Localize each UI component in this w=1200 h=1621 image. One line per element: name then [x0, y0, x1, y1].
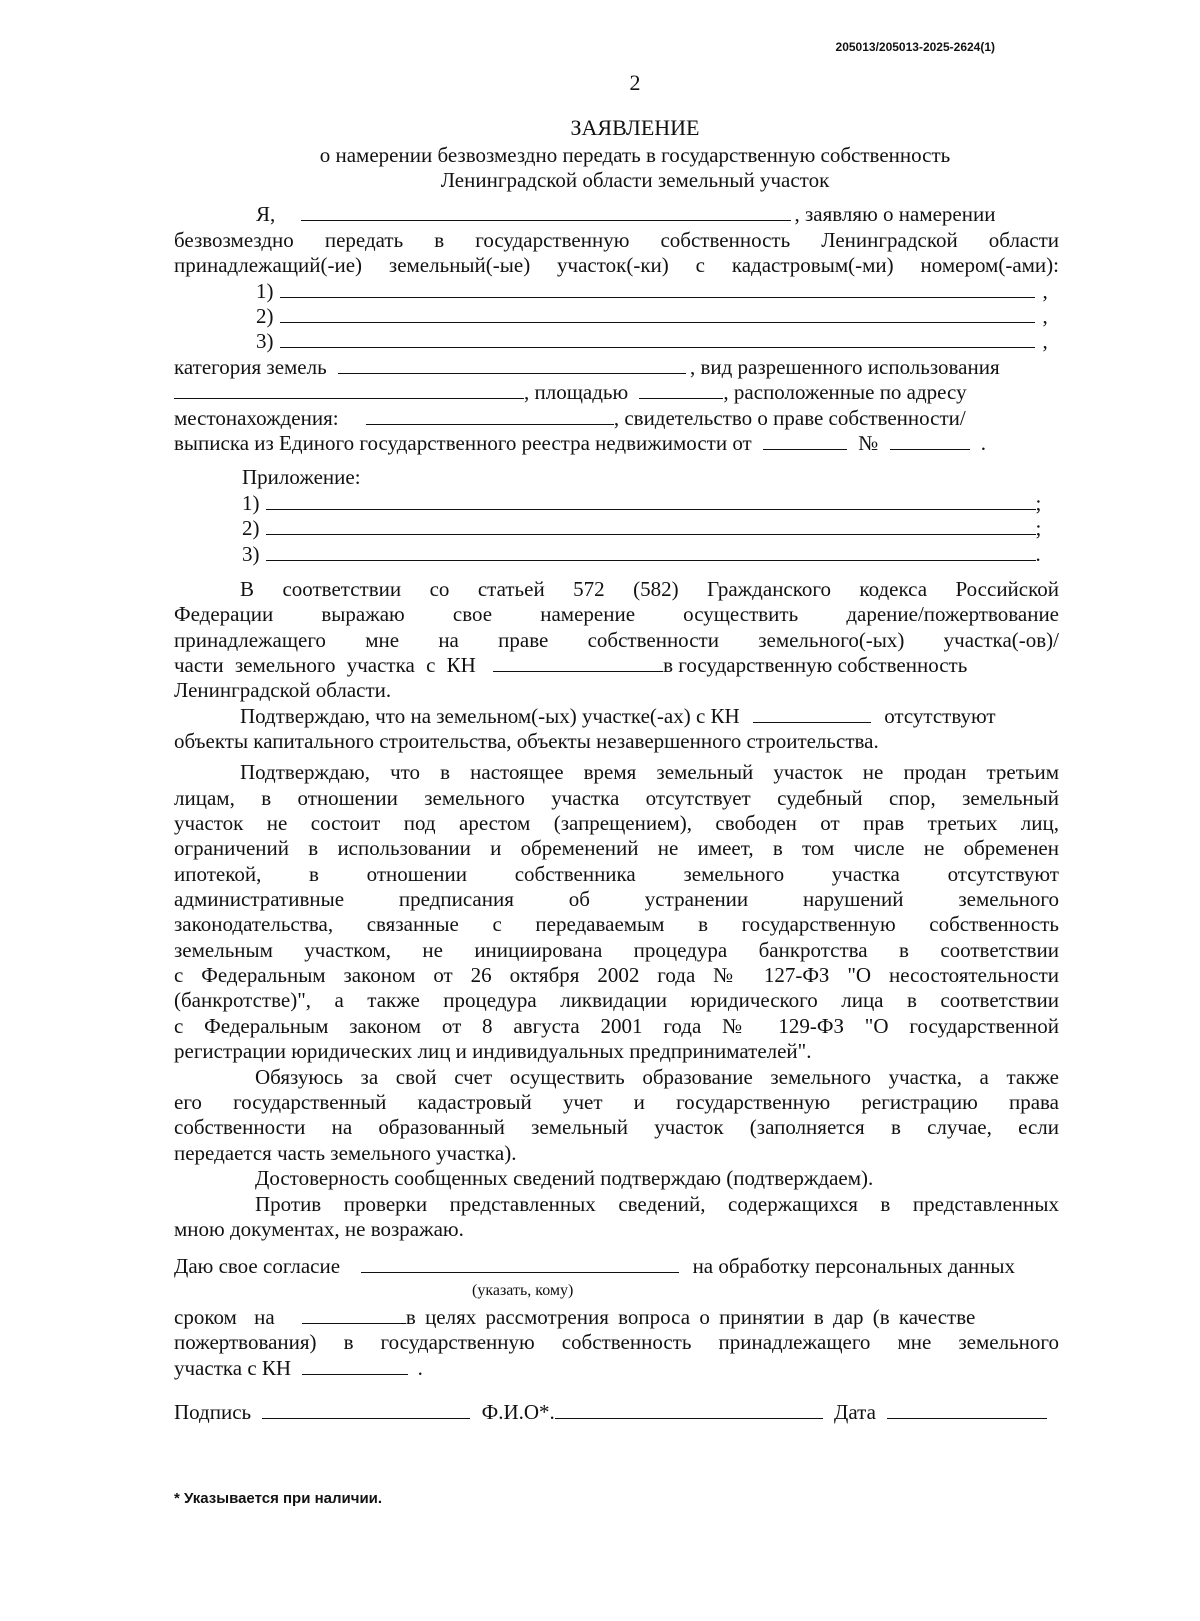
paragraph-line: части земельного участка с КН в государственную собственность — [174, 653, 968, 677]
paragraph-line: его государственный кадастровый учет и государственную регистрацию права — [174, 1090, 1059, 1114]
consent-recipient-field[interactable] — [361, 1254, 679, 1273]
text-line: принадлежащий(-ие) земельный(-ые) участок(-ки) с кадастровым(-ми) номером(-ами): — [174, 253, 1059, 277]
footnote: * Указывается при наличии. — [174, 1490, 383, 1507]
cadastral-line-3: 3) , — [256, 329, 1048, 353]
paragraph-line: В соответствии со статьей 572 (582) Гражданского кодекса Российской — [240, 577, 1059, 601]
document-code: 205013/205013-2025-2624(1) — [835, 40, 995, 54]
paragraph-line: с Федеральным законом от 8 августа 2001 года № 129-ФЗ "О государственной — [174, 1014, 1059, 1038]
paragraph-line: ипотекой, в отношении собственника земельного участка отсутствуют — [174, 862, 1059, 886]
consent-line: Даю свое согласие на обработку персональных данных — [174, 1254, 1015, 1278]
paragraph-line: регистрации юридических лиц и индивидуальных предпринимателей". — [174, 1039, 812, 1063]
land-category-field[interactable] — [338, 355, 686, 374]
paragraph-line: мною документах, не возражаю. — [174, 1217, 464, 1241]
area-line: , площадью , расположенные по адресу — [174, 380, 1059, 404]
consent-recipient-hint: (указать, кому) — [472, 1282, 574, 1299]
applicant-line: Я, , заявляю о намерении — [256, 202, 996, 226]
paragraph-line: Обязуюсь за свой счет осуществить образование земельного участка, а также — [255, 1065, 1059, 1089]
appendix-field-1[interactable] — [266, 491, 1036, 510]
signature-field[interactable] — [262, 1400, 470, 1419]
paragraph-line: административные предписания об устранении нарушений земельного — [174, 887, 1059, 911]
paragraph-line: Достоверность сообщенных сведений подтверждаю (подтверждаем). — [255, 1166, 874, 1190]
cadastral-confirm-field[interactable] — [753, 704, 871, 723]
signature-row: Подпись Ф.И.О*. Дата — [174, 1400, 1069, 1424]
paragraph-line: собственности на образованный земельный участок (заполняется в случае, если — [174, 1115, 1059, 1139]
paragraph-line: Ленинградской области. — [174, 678, 392, 702]
area-field[interactable] — [639, 380, 723, 399]
paragraph-line: Подтверждаю, что в настоящее время земельный участок не продан третьим — [240, 760, 1059, 784]
fio-field[interactable] — [555, 1400, 823, 1419]
paragraph-line: объекты капитального строительства, объекты незавершенного строительства. — [174, 729, 879, 753]
cadastral-number-field-2[interactable] — [280, 304, 1035, 323]
applicant-name-field[interactable] — [301, 202, 791, 221]
consent-cadastral-field[interactable] — [302, 1356, 408, 1375]
text-line: безвозмездно передать в государственную собственность Ленинградской области — [174, 228, 1059, 252]
subtitle-line-1: о намерении безвозмездно передать в государственную собственность — [319, 143, 951, 167]
registry-number-field[interactable] — [890, 431, 970, 450]
registry-line: выписка из Единого государственного реестра недвижимости от № . — [174, 431, 987, 455]
paragraph-line: ограничений в использовании и обременений не имеет, в том числе не обременен — [174, 836, 1059, 860]
appendix-item-1: 1) ; — [242, 491, 1042, 515]
permitted-use-field[interactable] — [174, 380, 524, 399]
paragraph-line: земельным участком, не инициирована процедура банкротства в соответствии — [174, 938, 1059, 962]
address-field[interactable] — [366, 406, 614, 425]
paragraph-line: с Федеральным законом от 26 октября 2002 года № 127-ФЗ "О несостоятельности — [174, 963, 1059, 987]
paragraph-line: передается часть земельного участка). — [174, 1141, 517, 1165]
date-field[interactable] — [887, 1400, 1047, 1419]
paragraph-line: принадлежащего мне на праве собственности земельного(-ых) участка(-ов)/ — [174, 628, 1059, 652]
appendix-field-2[interactable] — [266, 516, 1036, 535]
paragraph-line: участок не состоит под арестом (запрещением), свободен от прав третьих лиц, — [174, 811, 1059, 835]
consent-cadastral-line: участка с КН . — [174, 1356, 423, 1380]
page-title: ЗАЯВЛЕНИЕ — [570, 115, 700, 140]
subtitle-line-2: Ленинградской области земельный участок — [440, 168, 830, 192]
cadastral-number-field-3[interactable] — [280, 329, 1035, 348]
paragraph-line: Подтверждаю, что на земельном(-ых) участке(-ах) с КН отсутствуют — [240, 704, 996, 728]
appendix-title: Приложение: — [242, 465, 361, 489]
paragraph-line: Федерации выражаю свое намерение осуществить дарение/пожертвование — [174, 602, 1059, 626]
paragraph-line: законодательства, связанные с передаваемым в государственную собственность — [174, 912, 1059, 936]
consent-line-3: пожертвования) в государственную собственность принадлежащего мне земельного — [174, 1330, 1059, 1354]
consent-term-line: сроком на в целях рассмотрения вопроса о принятии в дар (в качестве — [174, 1305, 976, 1329]
appendix-field-3[interactable] — [266, 542, 1036, 561]
paragraph-line: Против проверки представленных сведений, содержащихся в представленных — [255, 1192, 1059, 1216]
page-number: 2 — [629, 70, 641, 95]
paragraph-line: (банкротстве)", а также процедура ликвидации юридического лица в соответствии — [174, 988, 1059, 1012]
land-category-line: категория земель , вид разрешенного использования — [174, 355, 1000, 379]
paragraph-line: лицам, в отношении земельного участка отсутствует судебный спор, земельный — [174, 786, 1059, 810]
cadastral-line-2: 2) , — [256, 304, 1048, 328]
cadastral-number-field-1[interactable] — [280, 279, 1035, 298]
cadastral-line-1: 1) , — [256, 279, 1048, 303]
cadastral-part-field[interactable] — [493, 653, 663, 672]
registry-date-field[interactable] — [763, 431, 847, 450]
appendix-item-3: 3) . — [242, 542, 1041, 566]
appendix-item-2: 2) ; — [242, 516, 1042, 540]
consent-term-field[interactable] — [302, 1305, 406, 1324]
address-line: местонахождения: , свидетельство о праве собственности/ — [174, 406, 966, 430]
